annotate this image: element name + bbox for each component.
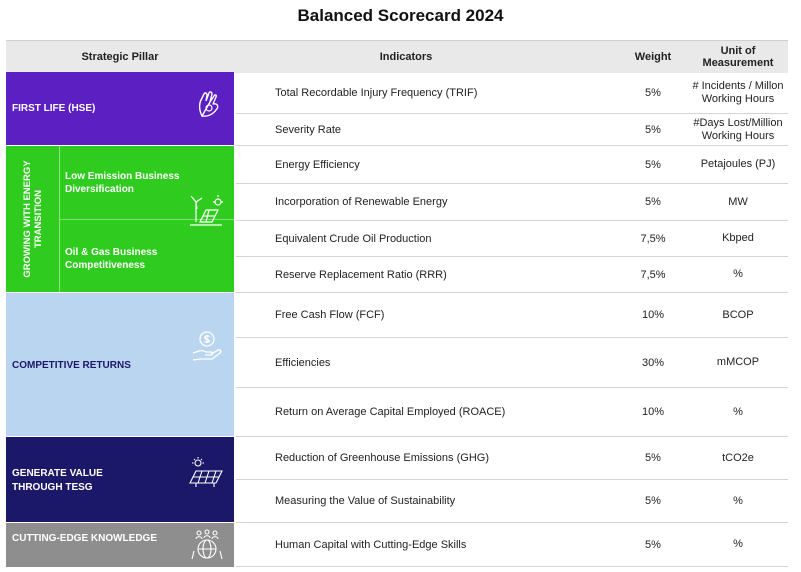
pillar-first-life — [6, 72, 234, 145]
subpillar-label-low-emission: Low Emission Business Diversification — [65, 171, 180, 195]
indicator-cell: Free Cash Flow (FCF) — [275, 309, 385, 321]
unit-cell: Kbped — [722, 232, 754, 244]
indicator-cell: Severity Rate — [275, 123, 342, 136]
weight-cell: 10% — [641, 309, 665, 321]
header-strategic-pillar: Strategic Pillar — [81, 51, 159, 63]
vertical-divider — [59, 146, 60, 292]
table-row — [236, 221, 788, 257]
people-globe-icon — [190, 529, 224, 563]
pillar-label-growing: GROWING WITH ENERGY TRANSITION — [22, 160, 44, 278]
pillar-label-generate-1: GENERATE VALUE — [12, 468, 103, 479]
table-row — [236, 388, 788, 437]
pillar-cutting-edge-knowledge — [6, 523, 234, 567]
money-hand-icon — [190, 329, 224, 363]
weight-cell: 5% — [645, 538, 661, 551]
table-header — [6, 40, 788, 73]
header-weight: Weight — [634, 51, 672, 63]
pillar-competitive-returns — [6, 293, 234, 436]
table-row — [236, 523, 788, 567]
weight-cell: 5% — [645, 196, 661, 208]
table-row — [236, 146, 788, 184]
weight-cell: 5% — [645, 495, 661, 507]
solar-panel-icon — [186, 457, 226, 489]
unit-cell: mMCOP — [716, 356, 760, 368]
unit-cell: % — [733, 405, 743, 418]
unit-cell: MW — [728, 195, 748, 208]
weight-cell: 7,5% — [640, 268, 666, 281]
unit-cell: #Days Lost/Million Working Hours — [693, 116, 783, 142]
indicator-cell: Human Capital with Cutting-Edge Skills — [275, 538, 467, 551]
indicator-cell: Reserve Replacement Ratio (RRR) — [275, 268, 447, 281]
weight-cell: 5% — [645, 452, 661, 464]
unit-cell: % — [733, 538, 743, 550]
weight-cell: 5% — [645, 158, 661, 171]
hand-icon — [196, 90, 222, 120]
pillar-growing — [6, 146, 60, 292]
pillar-label-generate-2: THROUGH TESG — [12, 482, 93, 493]
indicator-cell: Measuring the Value of Sustainability — [275, 495, 456, 507]
table-row — [236, 257, 788, 293]
indicator-cell: Energy Efficiency — [275, 158, 360, 171]
unit-cell: # Incidents / Millon Working Hours — [692, 79, 784, 105]
unit-cell: BCOP — [722, 308, 754, 321]
unit-cell: Petajoules (PJ) — [700, 158, 776, 170]
table-row — [236, 437, 788, 480]
unit-cell: tCO2e — [722, 451, 754, 464]
indicator-cell: Reduction of Greenhouse Emissions (GHG) — [275, 452, 489, 464]
pillar-label-first-life: FIRST LIFE (HSE) — [12, 103, 96, 114]
indicator-cell: Total Recordable Injury Frequency (TRIF) — [275, 86, 478, 99]
pillar-label-competitive: COMPETITIVE RETURNS — [12, 360, 131, 371]
pillar-generate-value — [6, 437, 234, 522]
page-title: Balanced Scorecard 2024 — [297, 6, 504, 25]
table-row — [236, 480, 788, 523]
weight-cell: 5% — [645, 123, 661, 136]
subpillar-oil-gas — [60, 220, 234, 292]
table-row — [236, 72, 788, 114]
subpillar-label-oil-gas: Oil & Gas Business Competitiveness — [65, 247, 158, 271]
indicator-cell: Equivalent Crude Oil Production — [275, 232, 432, 245]
indicator-cell: Return on Average Capital Employed (ROACE) — [275, 406, 506, 418]
table-row — [236, 293, 788, 338]
table-row — [236, 184, 788, 221]
weight-cell: 10% — [641, 406, 665, 418]
pillar-label-knowledge: CUTTING-EDGE KNOWLEDGE — [12, 533, 157, 544]
unit-cell: % — [733, 268, 743, 280]
indicator-cell: Efficiencies — [275, 356, 331, 369]
weight-cell: 7,5% — [640, 232, 666, 245]
header-unit: Unit of Measurement — [702, 45, 774, 69]
renewable-energy-icon — [188, 192, 224, 228]
weight-cell: 30% — [641, 356, 665, 369]
weight-cell: 5% — [645, 86, 661, 99]
table-row — [236, 114, 788, 146]
table-row — [236, 338, 788, 388]
indicator-cell: Incorporation of Renewable Energy — [275, 196, 448, 208]
unit-cell: % — [733, 494, 743, 507]
header-indicators: Indicators — [379, 51, 433, 63]
